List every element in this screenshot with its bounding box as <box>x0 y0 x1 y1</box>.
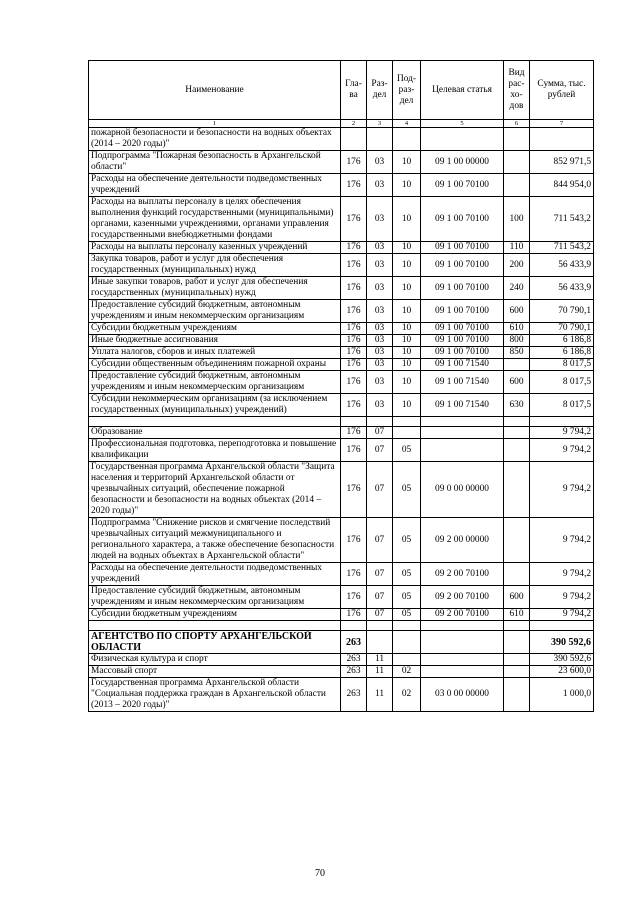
row-statya: 09 1 00 71540 <box>421 394 504 417</box>
row-razdel: 03 <box>367 359 393 371</box>
row-razdel: 07 <box>367 609 393 621</box>
table-row <box>89 678 594 712</box>
table-row <box>89 631 594 654</box>
column-number: 1 <box>89 120 341 128</box>
row-podrazdel: 02 <box>393 666 421 678</box>
table-row <box>89 654 594 666</box>
column-number-row <box>89 120 594 128</box>
row-glava: 176 <box>341 300 367 323</box>
row-vid: 800 <box>504 335 530 347</box>
col-name-header: Наименование <box>89 61 341 120</box>
row-podrazdel <box>393 621 421 631</box>
row-razdel: 03 <box>367 197 393 242</box>
row-razdel: 03 <box>367 277 393 300</box>
row-vid <box>504 462 530 518</box>
row-glava: 176 <box>341 151 367 174</box>
row-podrazdel: 05 <box>393 462 421 518</box>
row-podrazdel: 10 <box>393 197 421 242</box>
column-number: 6 <box>504 120 530 128</box>
table-row <box>89 242 594 254</box>
row-razdel: 07 <box>367 462 393 518</box>
row-vid <box>504 621 530 631</box>
row-glava: 176 <box>341 277 367 300</box>
row-razdel: 03 <box>367 371 393 394</box>
table-row <box>89 359 594 371</box>
row-name: Предоставление субсидий бюджетным, автономным учреждениям и иным некоммерческим организациям <box>89 586 341 609</box>
row-podrazdel <box>393 631 421 654</box>
row-glava: 176 <box>341 586 367 609</box>
row-podrazdel: 02 <box>393 678 421 712</box>
row-glava: 176 <box>341 394 367 417</box>
row-statya <box>421 621 504 631</box>
row-podrazdel: 10 <box>393 254 421 277</box>
row-statya: 09 1 00 70100 <box>421 335 504 347</box>
row-glava: 176 <box>341 242 367 254</box>
row-statya <box>421 128 504 151</box>
table-row <box>89 563 594 586</box>
row-summa: 390 592,6 <box>530 654 594 666</box>
col-razdel-header: Раз-дел <box>367 61 393 120</box>
row-summa: 8 017,5 <box>530 359 594 371</box>
row-name: Физическая культура и спорт <box>89 654 341 666</box>
table-row <box>89 335 594 347</box>
table-row <box>89 609 594 621</box>
row-summa: 8 017,5 <box>530 394 594 417</box>
row-statya: 09 2 00 00000 <box>421 518 504 563</box>
table-row <box>89 371 594 394</box>
row-summa: 711 543,2 <box>530 197 594 242</box>
row-glava: 176 <box>341 174 367 197</box>
row-summa: 6 186,8 <box>530 335 594 347</box>
row-razdel: 03 <box>367 335 393 347</box>
row-glava: 176 <box>341 563 367 586</box>
row-razdel: 07 <box>367 427 393 439</box>
header-row <box>89 61 594 120</box>
row-statya <box>421 631 504 654</box>
row-razdel <box>367 631 393 654</box>
row-podrazdel: 10 <box>393 347 421 359</box>
col-podrazdel-header: Под-раз-дел <box>393 61 421 120</box>
row-name: Предоставление субсидий бюджетным, автономным учреждениям и иным некоммерческим организациям <box>89 300 341 323</box>
row-summa: 9 794,2 <box>530 586 594 609</box>
row-podrazdel: 05 <box>393 518 421 563</box>
row-podrazdel: 10 <box>393 335 421 347</box>
table-row <box>89 417 594 427</box>
row-summa <box>530 417 594 427</box>
budget-table <box>88 60 594 712</box>
row-summa: 9 794,2 <box>530 609 594 621</box>
table-row <box>89 254 594 277</box>
row-vid <box>504 151 530 174</box>
row-podrazdel: 05 <box>393 563 421 586</box>
table-row <box>89 128 594 151</box>
row-podrazdel <box>393 128 421 151</box>
row-podrazdel: 10 <box>393 394 421 417</box>
row-glava: 176 <box>341 462 367 518</box>
row-statya <box>421 666 504 678</box>
table-row <box>89 277 594 300</box>
row-podrazdel: 10 <box>393 242 421 254</box>
table-row <box>89 151 594 174</box>
row-vid: 600 <box>504 371 530 394</box>
row-name: Расходы на обеспечение деятельности подведомственных учреждений <box>89 563 341 586</box>
row-razdel: 07 <box>367 439 393 462</box>
row-podrazdel: 10 <box>393 174 421 197</box>
row-name: Образование <box>89 427 341 439</box>
col-glava-header: Гла-ва <box>341 61 367 120</box>
row-name: Профессиональная подготовка, переподготовка и повышение квалификации <box>89 439 341 462</box>
row-vid: 610 <box>504 609 530 621</box>
row-statya: 09 1 00 00000 <box>421 151 504 174</box>
row-summa: 8 017,5 <box>530 371 594 394</box>
row-statya <box>421 439 504 462</box>
table-row <box>89 174 594 197</box>
row-podrazdel: 10 <box>393 323 421 335</box>
row-razdel: 03 <box>367 254 393 277</box>
row-statya: 09 1 00 70100 <box>421 347 504 359</box>
row-glava: 176 <box>341 254 367 277</box>
row-statya: 09 1 00 70100 <box>421 242 504 254</box>
table-row <box>89 439 594 462</box>
row-glava: 263 <box>341 631 367 654</box>
row-glava: 176 <box>341 359 367 371</box>
row-vid: 110 <box>504 242 530 254</box>
row-vid <box>504 439 530 462</box>
row-glava: 176 <box>341 323 367 335</box>
row-summa: 70 790,1 <box>530 300 594 323</box>
col-statya-header: Целевая статья <box>421 61 504 120</box>
table-row <box>89 323 594 335</box>
row-razdel: 07 <box>367 586 393 609</box>
row-razdel: 03 <box>367 394 393 417</box>
row-vid: 240 <box>504 277 530 300</box>
row-name: Закупка товаров, работ и услуг для обеспечения государственных (муниципальных) нужд <box>89 254 341 277</box>
row-glava: 176 <box>341 347 367 359</box>
row-statya: 09 1 00 70100 <box>421 254 504 277</box>
row-summa: 9 794,2 <box>530 563 594 586</box>
row-glava: 263 <box>341 678 367 712</box>
row-razdel: 03 <box>367 347 393 359</box>
table-row <box>89 586 594 609</box>
row-vid: 630 <box>504 394 530 417</box>
row-statya <box>421 427 504 439</box>
row-podrazdel <box>393 654 421 666</box>
row-podrazdel: 10 <box>393 151 421 174</box>
row-statya <box>421 654 504 666</box>
row-vid: 610 <box>504 323 530 335</box>
row-vid: 600 <box>504 300 530 323</box>
row-glava <box>341 417 367 427</box>
row-summa <box>530 128 594 151</box>
row-summa: 1 000,0 <box>530 678 594 712</box>
row-glava <box>341 128 367 151</box>
row-name: Иные бюджетные ассигнования <box>89 335 341 347</box>
row-glava: 176 <box>341 427 367 439</box>
row-statya: 09 1 00 70100 <box>421 174 504 197</box>
row-statya: 09 2 00 70100 <box>421 609 504 621</box>
row-statya: 09 1 00 70100 <box>421 197 504 242</box>
row-glava: 176 <box>341 609 367 621</box>
row-statya: 09 1 00 70100 <box>421 277 504 300</box>
row-glava: 176 <box>341 518 367 563</box>
column-number: 4 <box>393 120 421 128</box>
table-row <box>89 300 594 323</box>
row-glava: 176 <box>341 439 367 462</box>
column-number: 3 <box>367 120 393 128</box>
row-razdel <box>367 621 393 631</box>
row-razdel: 07 <box>367 518 393 563</box>
table-row <box>89 197 594 242</box>
row-summa: 9 794,2 <box>530 518 594 563</box>
row-razdel: 03 <box>367 300 393 323</box>
row-razdel <box>367 128 393 151</box>
row-glava: 176 <box>341 335 367 347</box>
row-razdel: 03 <box>367 174 393 197</box>
table-row <box>89 347 594 359</box>
row-podrazdel: 05 <box>393 439 421 462</box>
row-statya: 09 2 00 70100 <box>421 563 504 586</box>
row-summa <box>530 621 594 631</box>
row-vid: 850 <box>504 347 530 359</box>
row-vid: 200 <box>504 254 530 277</box>
table-row <box>89 394 594 417</box>
row-name: Предоставление субсидий бюджетным, автономным учреждениям и иным некоммерческим организациям <box>89 371 341 394</box>
table-row <box>89 427 594 439</box>
row-podrazdel: 10 <box>393 300 421 323</box>
page-number: 70 <box>315 868 325 879</box>
row-statya: 09 0 00 00000 <box>421 462 504 518</box>
column-number: 7 <box>530 120 594 128</box>
row-name: Расходы на обеспечение деятельности подведомственных учреждений <box>89 174 341 197</box>
row-glava: 176 <box>341 197 367 242</box>
row-podrazdel <box>393 417 421 427</box>
row-podrazdel: 05 <box>393 609 421 621</box>
row-vid: 100 <box>504 197 530 242</box>
row-glava: 176 <box>341 371 367 394</box>
table-row <box>89 621 594 631</box>
row-name: Подпрограмма "Пожарная безопасность в Архангельской области" <box>89 151 341 174</box>
row-vid <box>504 678 530 712</box>
row-glava: 263 <box>341 666 367 678</box>
row-name <box>89 621 341 631</box>
column-number: 2 <box>341 120 367 128</box>
col-vid-header: Вид рас-хо-дов <box>504 61 530 120</box>
row-summa: 56 433,9 <box>530 254 594 277</box>
row-vid <box>504 128 530 151</box>
row-name: Иные закупки товаров, работ и услуг для обеспечения государственных (муниципальных) нужд <box>89 277 341 300</box>
row-podrazdel: 10 <box>393 277 421 300</box>
row-statya: 09 2 00 70100 <box>421 586 504 609</box>
row-summa: 70 790,1 <box>530 323 594 335</box>
row-summa: 852 971,5 <box>530 151 594 174</box>
row-vid <box>504 518 530 563</box>
row-name: Субсидии бюджетным учреждениям <box>89 323 341 335</box>
row-name: Государственная программа Архангельской области "Защита населения и территорий Архангельской области от чрезвычайных ситуаций, обеспечение пожарной безопасности и безопасности на водных объектах (2014 – 2020 годы)" <box>89 462 341 518</box>
table-row <box>89 462 594 518</box>
row-vid <box>504 427 530 439</box>
row-name: Субсидии некоммерческим организациям (за исключением государственных (муниципальных) учреждений) <box>89 394 341 417</box>
row-statya: 09 1 00 71540 <box>421 371 504 394</box>
row-vid <box>504 654 530 666</box>
row-podrazdel: 10 <box>393 371 421 394</box>
column-number: 5 <box>421 120 504 128</box>
row-vid <box>504 174 530 197</box>
row-razdel: 11 <box>367 678 393 712</box>
row-razdel: 03 <box>367 323 393 335</box>
row-razdel: 07 <box>367 563 393 586</box>
row-vid <box>504 417 530 427</box>
row-glava <box>341 621 367 631</box>
row-razdel: 03 <box>367 242 393 254</box>
row-podrazdel <box>393 427 421 439</box>
row-razdel: 11 <box>367 654 393 666</box>
row-summa: 844 954,0 <box>530 174 594 197</box>
row-vid <box>504 631 530 654</box>
row-razdel: 03 <box>367 151 393 174</box>
row-summa: 711 543,2 <box>530 242 594 254</box>
row-vid <box>504 666 530 678</box>
row-vid <box>504 563 530 586</box>
row-summa: 56 433,9 <box>530 277 594 300</box>
row-statya: 09 1 00 70100 <box>421 323 504 335</box>
row-vid: 600 <box>504 586 530 609</box>
row-summa: 6 186,8 <box>530 347 594 359</box>
row-summa: 9 794,2 <box>530 427 594 439</box>
table-row <box>89 666 594 678</box>
row-summa: 390 592,6 <box>530 631 594 654</box>
row-name <box>89 417 341 427</box>
row-statya <box>421 417 504 427</box>
row-name: Расходы на выплаты персоналу казенных учреждений <box>89 242 341 254</box>
table-row <box>89 518 594 563</box>
row-podrazdel: 10 <box>393 359 421 371</box>
row-summa: 9 794,2 <box>530 462 594 518</box>
row-razdel <box>367 417 393 427</box>
row-name: Субсидии общественным объединениям пожарной охраны <box>89 359 341 371</box>
col-summa-header: Сумма, тыс. рублей <box>530 61 594 120</box>
row-razdel: 11 <box>367 666 393 678</box>
row-name: Субсидии бюджетным учреждениям <box>89 609 341 621</box>
row-summa: 9 794,2 <box>530 439 594 462</box>
row-summa: 23 600,0 <box>530 666 594 678</box>
row-name: Уплата налогов, сборов и иных платежей <box>89 347 341 359</box>
row-name: пожарной безопасности и безопасности на водных объектах (2014 – 2020 годы)" <box>89 128 341 151</box>
row-name: Расходы на выплаты персоналу в целях обеспечения выполнения функций государственными (муниципальными) органами, казенными учреждениями, органами управления государственными внебюджетными фондами <box>89 197 341 242</box>
row-statya: 09 1 00 70100 <box>421 300 504 323</box>
row-vid <box>504 359 530 371</box>
row-name: Государственная программа Архангельской области "Социальная поддержка граждан в Архангельской области (2013 – 2020 годы)" <box>89 678 341 712</box>
row-podrazdel: 05 <box>393 586 421 609</box>
row-name: Массовый спорт <box>89 666 341 678</box>
row-name: АГЕНТСТВО ПО СПОРТУ АРХАНГЕЛЬСКОЙ ОБЛАСТИ <box>89 631 341 654</box>
row-glava: 263 <box>341 654 367 666</box>
row-statya: 03 0 00 00000 <box>421 678 504 712</box>
row-name: Подпрограмма "Снижение рисков и смягчение последствий чрезвычайных ситуаций межмуниципального и регионального характера, а также обеспечение безопасности людей на водных объектах в Архангельской области" <box>89 518 341 563</box>
row-statya: 09 1 00 71540 <box>421 359 504 371</box>
